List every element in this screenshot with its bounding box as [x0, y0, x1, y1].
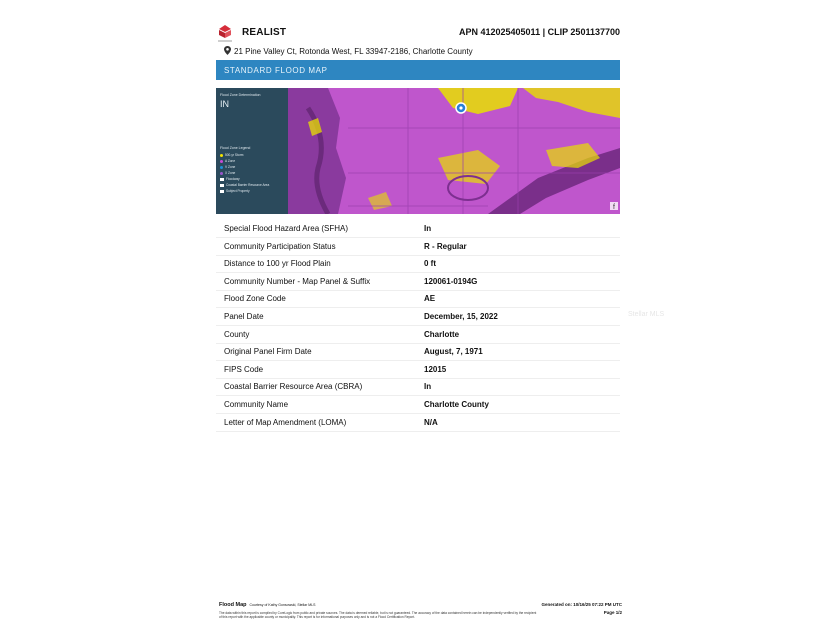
- detail-row: [216, 378, 620, 396]
- legend-swatch: [220, 154, 223, 157]
- detail-label: Special Flood Hazard Area (SFHA): [224, 224, 349, 233]
- detail-value: Charlotte: [424, 329, 460, 339]
- corelogic-logo: [216, 24, 234, 44]
- detail-label: Community Number - Map Panel & Suffix: [224, 276, 371, 286]
- detail-row: [216, 414, 620, 432]
- detail-value: 12015: [424, 364, 447, 374]
- detail-row: [216, 343, 620, 361]
- legend-label: Floodway: [226, 177, 240, 181]
- detail-label: Community Participation Status: [224, 241, 336, 251]
- determination-label: Flood Zone Determination: [220, 93, 261, 97]
- map-legend-panel: [216, 88, 288, 214]
- determination-value: IN: [220, 99, 229, 109]
- generated-timestamp: Generated on: 10/16/25 07:22 PM UTC: [541, 602, 622, 607]
- legend-swatch: [220, 184, 224, 187]
- detail-row: [216, 273, 620, 291]
- legend-swatch: [220, 160, 223, 163]
- brand-title: REALIST: [242, 27, 287, 38]
- detail-value: AE: [424, 294, 436, 304]
- location-pin-icon: [224, 46, 231, 55]
- detail-value: 120061-0194G: [424, 276, 478, 286]
- mls-watermark: Stellar MLS: [628, 311, 665, 318]
- detail-label: Letter of Map Amendment (LOMA): [224, 417, 347, 427]
- footer-title: Flood Map: [219, 602, 247, 608]
- report-header: [216, 24, 620, 44]
- detail-label: FIPS Code: [224, 364, 264, 374]
- detail-row: [216, 326, 620, 344]
- detail-row: [216, 361, 620, 379]
- legend-swatch: [220, 172, 223, 175]
- detail-label: Coastal Barrier Resource Area (CBRA): [224, 382, 363, 392]
- legend-swatch: [220, 178, 224, 181]
- page-number: Page 1/2: [603, 610, 622, 615]
- detail-row: [216, 255, 620, 273]
- detail-label: County: [224, 329, 250, 339]
- legend-label: 500-yr Storm: [225, 153, 244, 157]
- detail-value: N/A: [424, 417, 438, 427]
- legend-label: Coastal Barrier Resource Area: [226, 183, 270, 187]
- detail-value: R - Regular: [424, 241, 467, 251]
- legend-item: [220, 188, 269, 194]
- detail-row: [216, 238, 620, 256]
- flood-map: [216, 88, 620, 214]
- report-footer: [219, 602, 622, 622]
- address-text: 21 Pine Valley Ct, Rotonda West, FL 33947-2186, Charlotte County: [234, 47, 473, 56]
- detail-value: Charlotte County: [424, 400, 489, 409]
- map-canvas: [288, 88, 620, 214]
- svg-text:f: f: [613, 204, 615, 211]
- detail-label: Distance to 100 yr Flood Plain: [224, 259, 331, 269]
- map-imagery[interactable]: [288, 88, 620, 214]
- legend-swatch: [220, 190, 224, 193]
- subject-property-marker: [456, 103, 466, 113]
- detail-row: [216, 308, 620, 326]
- detail-value: In: [424, 382, 432, 392]
- detail-value: August, 7, 1971: [424, 347, 483, 357]
- detail-row: [216, 220, 620, 238]
- legend-label: A Zone: [225, 159, 236, 163]
- section-title: STANDARD FLOOD MAP: [224, 66, 328, 75]
- detail-value: 0 ft: [424, 259, 436, 269]
- legend-label: X Zone: [225, 171, 236, 175]
- property-address: [224, 46, 473, 56]
- detail-label: Flood Zone Code: [224, 294, 286, 304]
- detail-label: Community Name: [224, 400, 289, 409]
- footer-disclaimer: The data within this report is compiled by CoreLogic from public and private sources. The data is deemed reliable, but is not guaranteed. The accuracy of the data contained herein can be independently verified by the recipient of this report with the applicable county or municipality. This report is for informational purposes only and is not a Flood Certification Report.: [219, 611, 537, 619]
- legend-title: Flood Zone Legend: [220, 146, 251, 150]
- detail-value: December, 15, 2022: [424, 312, 498, 321]
- legend-label: V Zone: [225, 165, 236, 169]
- detail-label: Panel Date: [224, 312, 264, 321]
- detail-label: Original Panel Firm Date: [224, 347, 312, 357]
- legend-swatch: [220, 166, 223, 169]
- detail-value: In: [424, 224, 432, 233]
- detail-row: [216, 290, 620, 308]
- legend-list: [220, 152, 269, 194]
- detail-row: [216, 396, 620, 414]
- apn-clip: APN 412025405011 | CLIP 2501137700: [459, 27, 620, 37]
- footer-title-line: [219, 602, 315, 608]
- section-banner: [216, 60, 620, 80]
- footer-courtesy: Courtesy of Kathy Gonsowski, Stellar MLS: [249, 603, 316, 607]
- legend-label: Subject Property: [226, 189, 250, 193]
